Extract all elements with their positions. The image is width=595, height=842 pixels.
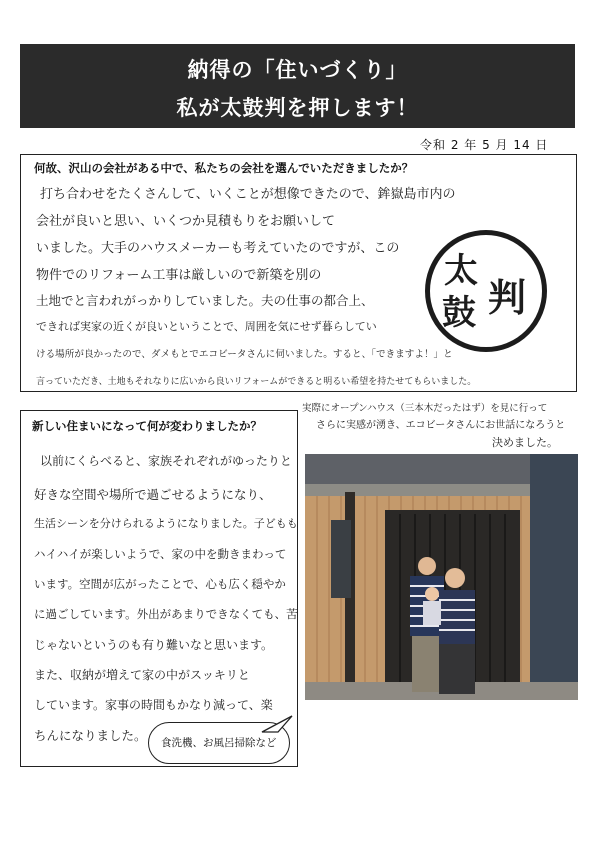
side-note-line: 決めました。 (492, 436, 558, 449)
answer-2-line: また、収納が増えて家の中がスッキリと (34, 668, 250, 682)
answer-1-line: できれば実家の近くが良いということで、周囲を気にせず暮らしてい (36, 320, 377, 333)
callout-text: 食洗機、お風呂掃除など (161, 737, 277, 749)
answer-1-line: ける場所が良かったので、ダメもとでエコビータさんに伺いました。すると、「できますよ！」と (36, 349, 453, 360)
answer-2-line: に過ごしています。外出があまりできなくても、苦 (34, 607, 298, 621)
answer-2-line: じゃないというのも有り難いなと思います。 (34, 638, 274, 652)
answer-2-line: ハイハイが楽しいようで、家の中を動きまわって (34, 547, 287, 561)
title-line-2: 私が太鼓判を押します！ (176, 96, 419, 120)
date: 令和 2 年 5 月 14 日 (420, 138, 549, 152)
side-note-line: さらに実感が湧き、エコビータさんにお世話になろうと (316, 420, 566, 431)
stamp-char: 太 (444, 251, 478, 291)
answer-1-line: 言っていただき、土地もそれなりに広いから良いリフォームができると明るい希望を持たせてもらいました。 (36, 377, 477, 387)
answer-2-line: 以前にくらべると、家族それぞれがゆったりと (40, 454, 292, 468)
family-house-photo (305, 454, 578, 700)
taikoban-stamp (425, 230, 547, 352)
answer-2-line: 生活シーンを分けられるようになりました。子どもも (34, 517, 298, 530)
question-2: 新しい住まいになって何が変わりましたか？ (32, 419, 262, 433)
answer-2-line: います。空間が広がったことで、心も広く穏やか (34, 577, 286, 591)
question-1: 何故、沢山の会社がある中で、私たちの会社を選んでいただきましたか？ (34, 161, 414, 175)
stamp-char: 判 (488, 275, 527, 320)
answer-2-line: しています。家事の時間もかなり減って、楽 (34, 698, 273, 712)
answer-1-line: 物件でのリフォーム工事は厳しいので新築を別の (36, 268, 322, 283)
answer-1-line: 土地でと言われがっかりしていました。夫の仕事の都合上、 (36, 293, 374, 308)
side-note-line: 実際にオープンハウス（三本木だったはず）を見に行って (302, 403, 548, 414)
title-banner (20, 44, 575, 128)
answer-1-line: 打ち合わせをたくさんして、いくことが想像できたので、鉾嶽島市内の (40, 187, 456, 202)
answer-2-line: 好きな空間や場所で過ごせるようになり、 (34, 487, 272, 502)
title-line-1: 納得の「住いづくり」 (187, 58, 408, 82)
stamp-char: 鼓 (442, 293, 476, 333)
callout-tail (260, 714, 294, 734)
answer-1-line: いました。大手のハウスメーカーも考えていたのですが、この (36, 241, 400, 256)
answer-2-line: ちんになりました。 (34, 728, 147, 743)
side-note (302, 400, 565, 451)
answer-1-line: 会社が良いと思い、いくつか見積もりをお願いして (36, 214, 336, 229)
